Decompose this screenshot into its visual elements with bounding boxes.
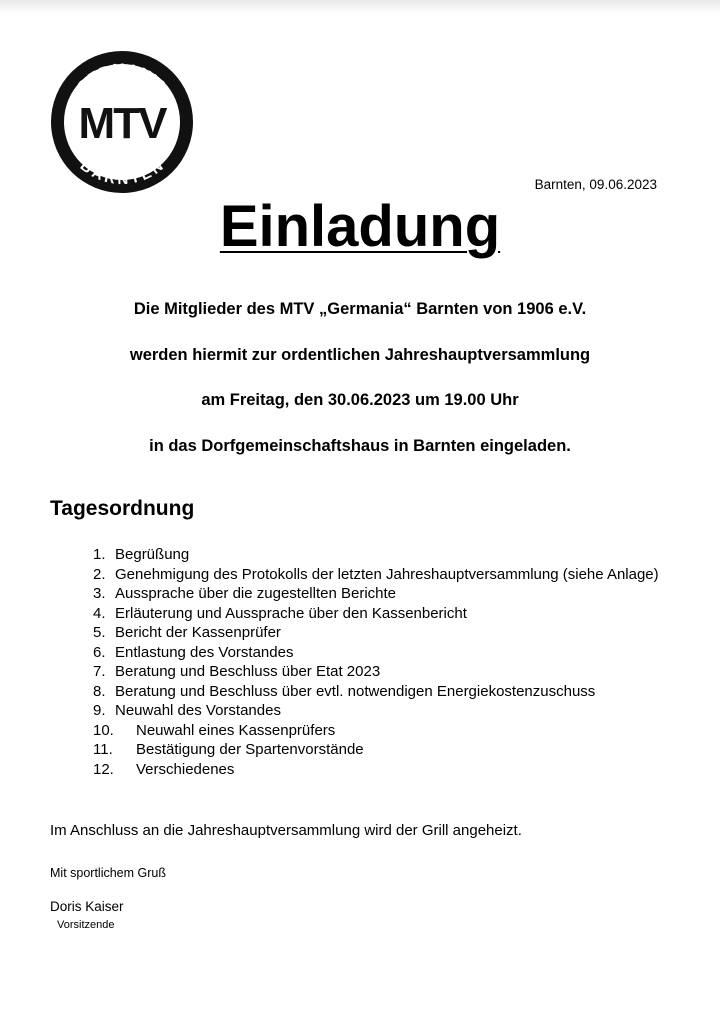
invitation-line: in das Dorfgemeinschaftshaus in Barnten eingeladen. [149,436,571,455]
invitation-text [0,300,720,482]
agenda-item-number: 5. [93,624,106,641]
agenda-item-text: Erläuterung und Aussprache über den Kassenbericht [115,604,467,622]
agenda-item [93,623,683,643]
agenda-item [93,643,683,663]
agenda-item-text: Genehmigung des Protokolls der letzten Jahreshauptversammlung (siehe Anlage) [115,565,659,583]
invitation-line: am Freitag, den 30.06.2023 um 19.00 Uhr [201,391,519,409]
agenda-heading: Tagesordnung [50,497,195,520]
agenda-item [93,721,683,741]
viewer-top-shadow [0,0,720,14]
agenda-item [93,760,683,780]
agenda-item-text: Neuwahl eines Kassenprüfers [136,721,336,739]
agenda-item-text: Aussprache über die zugestellten Berichte [115,585,397,602]
club-logo [50,50,194,194]
agenda-item [93,565,683,585]
agenda-item-text: Bestätigung der Spartenvorstände [136,741,364,758]
agenda-item [93,584,683,604]
logo-bottom-text: BARNTEN [76,157,168,189]
agenda-item-number: 6. [93,643,106,661]
agenda-item-number: 4. [93,604,106,622]
logo-center-text: MTV [78,99,166,148]
agenda-item [93,682,683,702]
agenda-item-text: Neuwahl des Vorstandes [115,702,281,719]
signer-name: Doris Kaiser [50,899,124,914]
agenda-item-text: Bericht der Kassenprüfer [115,624,281,641]
agenda-item-text: Beratung und Beschluss über Etat 2023 [115,663,381,680]
logo-top-text: GERMANIA [73,60,171,97]
agenda-item [93,604,683,624]
agenda-item-number: 2. [93,565,106,583]
agenda-item-number: 12. [93,760,114,778]
signer-role: Vorsitzende [57,919,115,931]
agenda-item-number: 1. [93,546,106,563]
invitation-line: werden hiermit zur ordentlichen Jahreshauptversammlung [129,345,591,364]
agenda-item-number: 11. [93,741,113,758]
greeting: Mit sportlichem Gruß [50,866,166,880]
agenda-item [93,740,683,760]
agenda-item-number: 7. [93,663,106,680]
agenda-item [93,545,683,565]
agenda-item [93,701,683,721]
agenda-item [93,662,683,682]
agenda-item-number: 8. [93,682,106,700]
letter-title: Einladung [219,194,501,259]
closing-remark: Im Anschluss an die Jahreshauptversammlung wird der Grill angeheizt. [50,822,522,839]
agenda-item-text: Verschiedenes [136,760,235,778]
place-date: Barnten, 09.06.2023 [534,177,657,192]
agenda-item-number: 3. [93,585,106,602]
invitation-line: Die Mitglieder des MTV „Germania“ Barnten von 1906 e.V. [133,300,587,318]
agenda-item-text: Beratung und Beschluss über evtl. notwendigen Energiekostenzuschuss [115,682,596,700]
agenda-item-text: Entlastung des Vorstandes [115,643,294,661]
agenda-item-number: 10. [93,721,114,739]
agenda-item-number: 9. [93,702,106,719]
agenda-item-text: Begrüßung [115,546,190,563]
agenda-list [93,545,683,779]
